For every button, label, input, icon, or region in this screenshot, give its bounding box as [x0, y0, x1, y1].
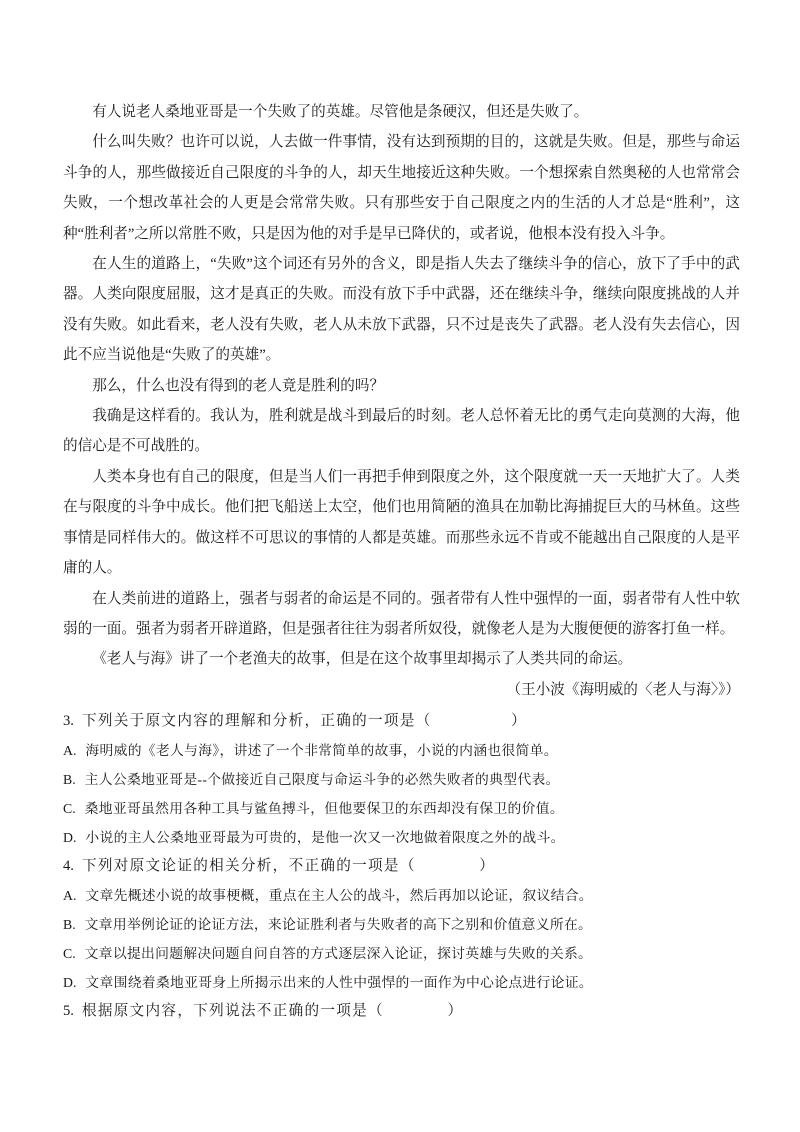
- question-3-number: 3.: [63, 713, 74, 730]
- question-5-stem: [63, 997, 740, 1026]
- passage-paragraph-6: 人类本身也有自己的限度，但是当人们一再把手伸到限度之外，这个限度就一天一天地扩大了。人类在与限度的斗争中成长。他们把飞船送上太空，他们也用简陋的渔具在加勒比海捕捉巨大的马林鱼。这些事情是同样伟大的。做这样不可思议的事情的人都是英雄。而那些永远不肯或不能越出自己限度的人是平庸的人。: [63, 468, 740, 577]
- reading-passage-section: [63, 97, 740, 1026]
- passage-paragraph-3: 在人生的道路上，“失败”这个词还有另外的含义，即是指人失去了继续斗争的信心，放下了手中的武器。人类向限度屈服，这才是真正的失败。而没有放下手中武器，还在继续斗争，继续向限度挑战的人并没有失败。如此看来，老人没有失败，老人从未放下武器，只不过是丧失了武器。老人没有失去信心，因此不应当说他是“失败了的英雄”。: [63, 256, 740, 364]
- passage-paragraph-8: 《老人与海》讲了一个老渔夫的故事，但是在这个故事里却揭示了人类共同的命运。: [92, 651, 633, 668]
- option-a-label: A.: [63, 888, 77, 904]
- option-c-text: 文章以提出问题解决问题自问自答的方式逐层深入论证，探讨英雄与失败的关系。: [84, 946, 593, 962]
- question-3-stem: [63, 707, 740, 736]
- question-3-text: 下列关于原文内容的理解和分析，正确的一项是（ ）: [81, 713, 527, 730]
- passage-paragraph-4: 那么，什么也没有得到的老人竟是胜利的吗？: [92, 377, 385, 394]
- option-a-label: A.: [63, 743, 77, 759]
- option-b-text: 文章用举例论证的论证方法，来论证胜利者与失败者的高下之别和价值意义所在。: [84, 917, 593, 933]
- question-4-number: 4.: [63, 858, 74, 875]
- question-3-option-d: [63, 823, 740, 852]
- question-3-option-a: [63, 736, 740, 765]
- questions-section: [63, 707, 740, 1026]
- question-4-option-a: [63, 881, 740, 910]
- option-d-label: D.: [63, 975, 77, 991]
- question-5-text: 根据原文内容，下列说法不正确的一项是（ ）: [81, 1003, 464, 1020]
- question-4-option-c: [63, 939, 740, 968]
- passage-attribution: （王小波《海明威的〈老人与海〉》）: [506, 681, 740, 698]
- question-4-option-d: [63, 968, 740, 997]
- option-c-label: C.: [63, 946, 76, 962]
- passage-paragraph-1: 有人说老人桑地亚哥是一个失败了的英雄。尽管他是条硬汉，但还是失败了。: [92, 104, 589, 120]
- question-4-text: 下列对原文论证的相关分析，不正确的一项是（ ）: [81, 858, 496, 875]
- option-d-label: D.: [63, 830, 77, 846]
- passage-paragraph-7: 在人类前进的道路上，强者与弱者的命运是不同的。强者带有人性中强悍的一面，弱者带有人性中软弱的一面。强者为弱者开辟道路，但是强者往往为弱者所奴役，就像老人是为大腹便便的游客打鱼一样。: [63, 590, 740, 637]
- option-a-text: 文章先概述小说的故事梗概，重点在主人公的战斗，然后再加以论证，叙议结合。: [85, 888, 593, 904]
- option-b-label: B.: [63, 917, 76, 933]
- passage-paragraph-5: 我确是这样看的。我认为，胜利就是战斗到最后的时刻。老人总怀着无比的勇气走向莫测的大海，他的信心是不可战胜的。: [63, 408, 740, 455]
- option-d-text: 文章围绕着桑地亚哥身上所揭示出来的人性中强悍的一面作为中心论点进行论证。: [85, 975, 593, 991]
- question-5-number: 5.: [63, 1003, 74, 1020]
- question-3-option-c: [63, 794, 740, 823]
- option-b-label: B.: [63, 772, 76, 788]
- question-4-stem: [63, 852, 740, 881]
- option-c-text: 桑地亚哥虽然用各种工具与鲨鱼搏斗，但他要保卫的东西却没有保卫的价值。: [84, 801, 564, 817]
- option-d-text: 小说的主人公桑地亚哥最为可贵的，是他一次又一次地做着限度之外的战斗。: [85, 830, 565, 846]
- option-a-text: 海明威的《老人与海》，讲述了一个非常简单的故事，小说的内涵也很简单。: [85, 743, 558, 759]
- option-b-text: 主人公桑地亚哥是--个做接近自己限度与命运斗争的必然失败者的典型代表。: [84, 772, 560, 788]
- option-c-label: C.: [63, 801, 76, 817]
- question-3-option-b: [63, 765, 740, 794]
- passage-paragraph-2: 什么叫失败？也许可以说，人去做一件事情，没有达到预期的目的，这就是失败。但是，那些与命运斗争的人，那些做接近自己限度的斗争的人，却天生地接近这种失败。一个想探索自然奥秘的人也常常会失败，一个想改革社会的人更是会常常失败。只有那些安于自己限度之内的生活的人才总是“胜利”，这种“胜利者”之所以常胜不败，只是因为他的对手是早已降伏的，或者说，他根本没有投入斗争。: [63, 134, 740, 242]
- question-4-option-b: [63, 910, 740, 939]
